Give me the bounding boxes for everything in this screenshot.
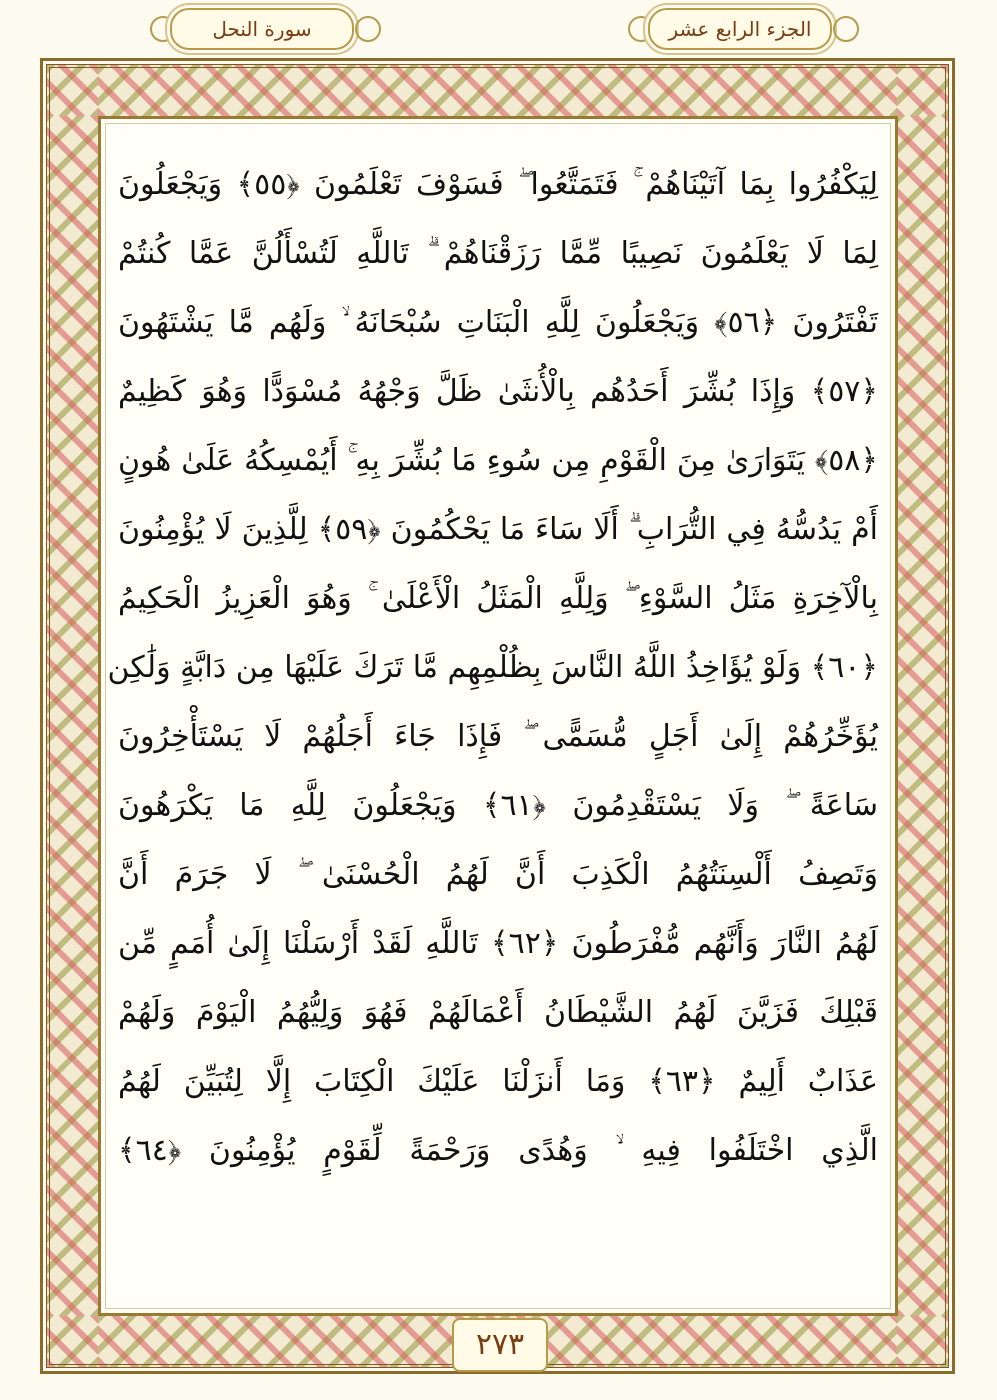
text-line: قَبْلِكَ فَزَيَّنَ لَهُمُ الشَّيْطَانُ أَعْمَالَهُمْ فَهُوَ وَلِيُّهُمُ الْيَوْمَ وَلَهُمْ xyxy=(118,995,878,1030)
text-line: يُؤَخِّرُهُمْ إِلَىٰ أَجَلٍ مُّسَمًّى ۖ فَإِذَا جَاءَ أَجَلُهُمْ لَا يَسْتَأْخِرُونَ xyxy=(118,719,878,754)
surah-title: سورة النحل xyxy=(170,8,354,50)
page-number: ٢٧٣ xyxy=(452,1318,548,1372)
text-line: لَهُمُ النَّارَ وَأَنَّهُم مُّفْرَطُونَ ﴿٦٢﴾ تَاللَّهِ لَقَدْ أَرْسَلْنَا إِلَىٰ أُمَمٍ مِّن xyxy=(118,926,878,961)
text-line: ﴿٥٨﴾ يَتَوَارَىٰ مِنَ الْقَوْمِ مِن سُوءِ مَا بُشِّرَ بِهِ ۚ أَيُمْسِكُهُ عَلَىٰ هُونٍ xyxy=(118,443,878,478)
text-line: تَفْتَرُونَ ﴿٥٦﴾ وَيَجْعَلُونَ لِلَّهِ الْبَنَاتِ سُبْحَانَهُ ۙ وَلَهُم مَّا يَشْتَهُونَ xyxy=(118,305,878,340)
text-line: سَاعَةً ۖ وَلَا يَسْتَقْدِمُونَ ﴿٦١﴾ وَيَجْعَلُونَ لِلَّهِ مَا يَكْرَهُونَ xyxy=(118,788,878,823)
text-line: وَتَصِفُ أَلْسِنَتُهُمُ الْكَذِبَ أَنَّ لَهُمُ الْحُسْنَىٰ ۖ لَا جَرَمَ أَنَّ xyxy=(118,857,878,892)
text-line: ﴿٦٠﴾ وَلَوْ يُؤَاخِذُ اللَّهُ النَّاسَ بِظُلْمِهِم مَّا تَرَكَ عَلَيْهَا مِن دَابَّةٍ وَلَٰكِن xyxy=(107,650,878,685)
text-line: عَذَابٌ أَلِيمٌ ﴿٦٣﴾ وَمَا أَنزَلْنَا عَلَيْكَ الْكِتَابَ إِلَّا لِتُبَيِّنَ لَهُمُ xyxy=(118,1064,878,1099)
text-line: ﴿٥٧﴾ وَإِذَا بُشِّرَ أَحَدُهُم بِالْأُنثَىٰ ظَلَّ وَجْهُهُ مُسْوَدًّا وَهُوَ كَظِيمٌ xyxy=(118,374,878,409)
text-line: أَمْ يَدُسُّهُ فِي التُّرَابِ ۗ أَلَا سَاءَ مَا يَحْكُمُونَ ﴿٥٩﴾ لِلَّذِينَ لَا يُؤْمِنُونَ xyxy=(118,512,878,547)
text-line: الَّذِي اخْتَلَفُوا فِيهِ ۙ وَهُدًى وَرَحْمَةً لِّقَوْمٍ يُؤْمِنُونَ ﴿٦٤﴾ xyxy=(118,1133,878,1168)
quran-text xyxy=(107,150,878,1185)
text-line: لِيَكْفُرُوا بِمَا آتَيْنَاهُمْ ۚ فَتَمَتَّعُوا ۖ فَسَوْفَ تَعْلَمُونَ ﴿٥٥﴾ وَيَجْعَلُونَ xyxy=(118,167,878,202)
text-line: لِمَا لَا يَعْلَمُونَ نَصِيبًا مِّمَّا رَزَقْنَاهُمْ ۗ تَاللَّهِ لَتُسْأَلُنَّ عَمَّا كُنتُمْ xyxy=(118,236,878,271)
ornament-curl xyxy=(833,16,859,42)
juz-title: الجزء الرابع عشر xyxy=(648,8,832,50)
ornament-curl xyxy=(355,16,381,42)
text-line: بِالْآخِرَةِ مَثَلُ السَّوْءِ ۖ وَلِلَّهِ الْمَثَلُ الْأَعْلَىٰ ۚ وَهُوَ الْعَزِيزُ الْحَكِيمُ xyxy=(118,581,878,616)
